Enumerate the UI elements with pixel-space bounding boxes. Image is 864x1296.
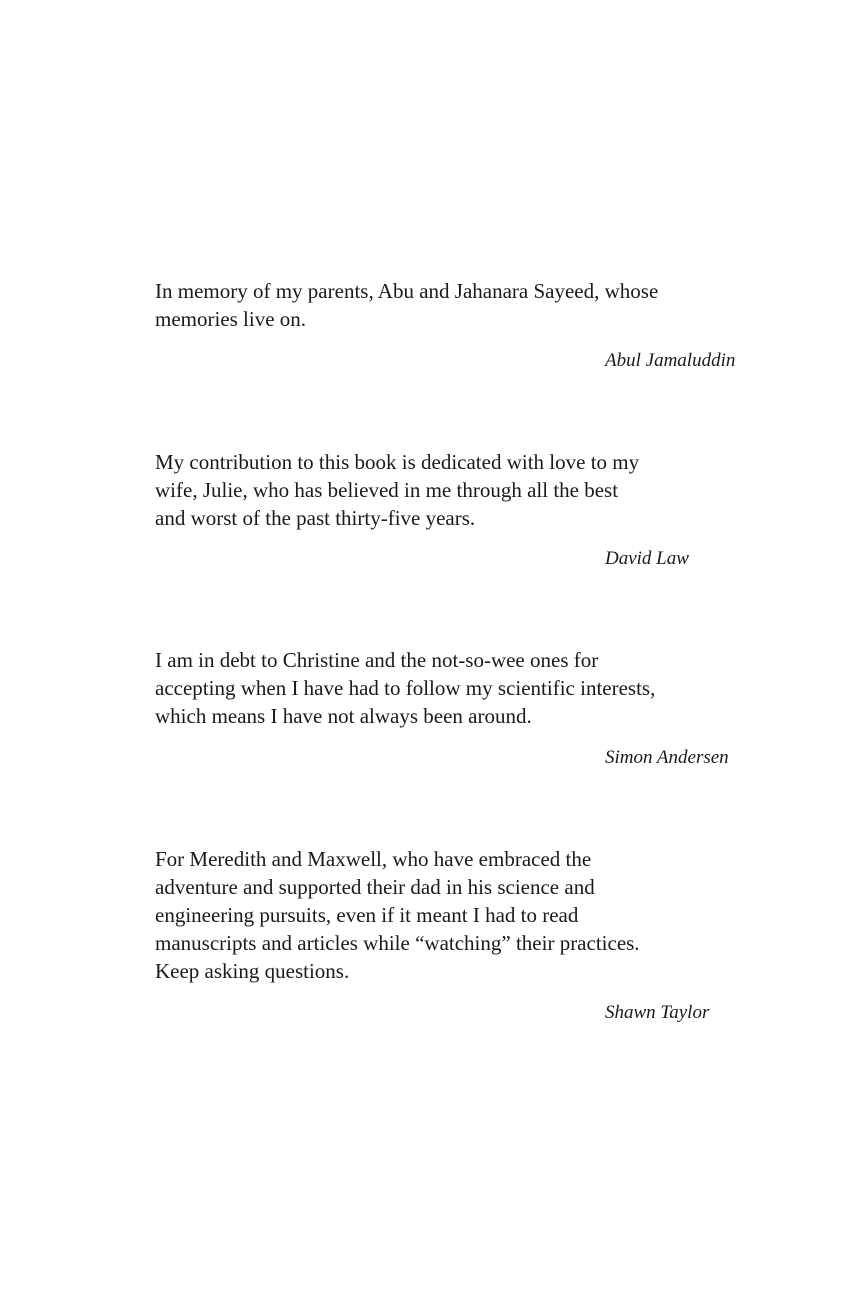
- dedication-1: [155, 277, 755, 333]
- dedication-signature: David Law: [605, 548, 689, 569]
- dedication-3: [155, 646, 755, 730]
- dedication-2: [155, 448, 755, 532]
- dedication-4: [155, 845, 755, 985]
- dedication-signature: Shawn Taylor: [605, 1002, 710, 1023]
- dedication-text: My contribution to this book is dedicated with love to my wife, Julie, who has believed in me through all the best and worst of the past thirty-five years.: [155, 450, 640, 530]
- dedication-signature: Abul Jamaluddin: [605, 350, 736, 371]
- dedication-text: I am in debt to Christine and the not-so-wee ones for accepting when I have had to follow my scientific interests, which means I have not always been around.: [155, 648, 656, 728]
- dedication-text: For Meredith and Maxwell, who have embraced the adventure and supported their dad in his science and engineering pursuits, even if it meant I had to read manuscripts and articles while “watching” their practices. Keep asking questions.: [155, 847, 640, 983]
- dedication-text: In memory of my parents, Abu and Jahanara Sayeed, whose memories live on.: [155, 279, 659, 331]
- dedication-signature: Simon Andersen: [605, 747, 729, 768]
